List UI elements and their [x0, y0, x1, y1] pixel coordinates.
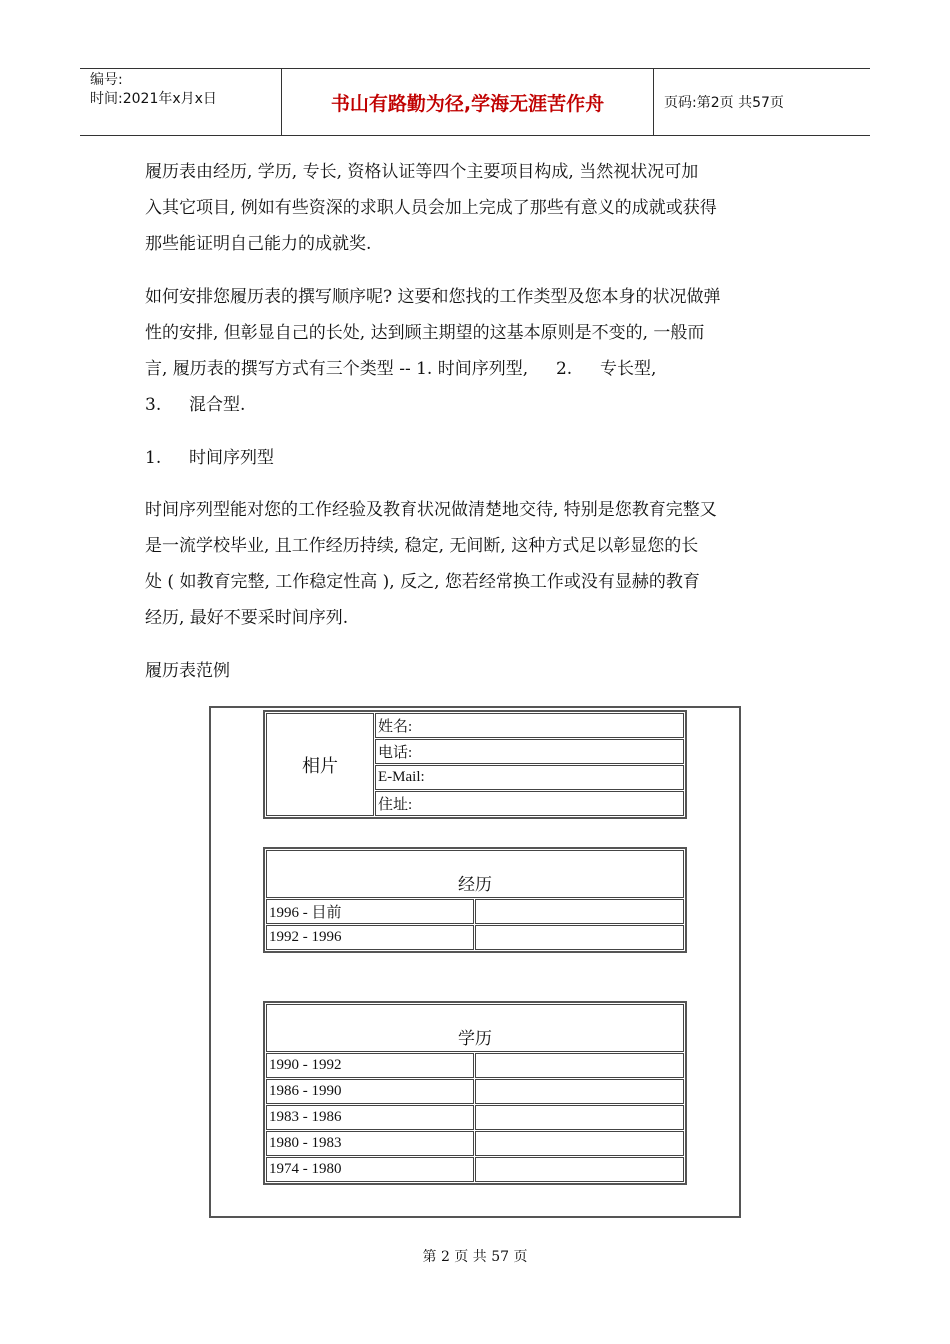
paragraph-order — [145, 279, 810, 423]
field-address: 住址: — [375, 791, 684, 816]
text-line: 言, 履历表的撰写方式有三个类型 -- 1. 时间序列型, 2. 专长型, — [145, 359, 657, 379]
field-email: E-Mail: — [375, 765, 684, 790]
text-line: 经历, 最好不要采时间序列. — [145, 608, 349, 628]
text-line: 3. 混合型. — [145, 395, 246, 415]
education-table — [263, 1001, 687, 1185]
time-label: 时间:2021年x月x日 — [90, 91, 217, 107]
education-detail — [475, 1053, 684, 1078]
resume-sample-heading — [145, 653, 810, 689]
text-line: 履历表由经历, 学历, 专长, 资格认证等四个主要项目构成, 当然视状况可加 — [145, 162, 699, 182]
text-line: 性的安排, 但彰显自己的长处, 达到顾主期望的这基本原则是不变的, 一般而 — [145, 323, 705, 343]
text-line: 是一流学校毕业, 且工作经历持续, 稳定, 无间断, 这种方式足以彰显您的长 — [145, 536, 699, 556]
text-line: 如何安排您履历表的撰写顺序呢? 这要和您找的工作类型及您本身的状况做弹 — [145, 287, 721, 307]
experience-detail — [475, 899, 684, 924]
paragraph-chronological — [145, 492, 810, 636]
section-heading-chronological — [145, 440, 810, 476]
education-period: 1980 - 1983 — [266, 1131, 474, 1156]
text-line: 处 ( 如教育完整, 工作稳定性高 ), 反之, 您若经常换工作或没有显赫的教育 — [145, 572, 700, 592]
experience-period: 1992 - 1996 — [266, 925, 474, 950]
education-detail — [475, 1157, 684, 1182]
text-line: 那些能证明自己能力的成就奖. — [145, 234, 372, 254]
education-detail — [475, 1105, 684, 1130]
header-page-info: 页码:第2页 共57页 — [664, 95, 784, 111]
page-header — [80, 68, 870, 136]
text-line: 1. 时间序列型 — [145, 448, 275, 468]
education-detail — [475, 1131, 684, 1156]
personal-info-table — [263, 710, 687, 819]
page-footer: 第 2 页 共 57 页 — [422, 1249, 528, 1265]
education-period: 1990 - 1992 — [266, 1053, 474, 1078]
education-period: 1974 - 1980 — [266, 1157, 474, 1182]
text-line: 履历表范例 — [145, 661, 230, 681]
number-label: 编号: — [90, 72, 123, 88]
experience-title: 经历 — [266, 850, 684, 898]
experience-detail — [475, 925, 684, 950]
text-line: 入其它项目, 例如有些资深的求职人员会加上完成了那些有意义的成就或获得 — [145, 198, 717, 218]
experience-period: 1996 - 目前 — [266, 899, 474, 924]
field-name: 姓名: — [375, 713, 684, 738]
header-motto: 书山有路勤为径,学海无涯苦作舟 — [282, 69, 654, 135]
field-phone: 电话: — [375, 739, 684, 764]
education-period: 1983 - 1986 — [266, 1105, 474, 1130]
text-line: 时间序列型能对您的工作经验及教育状况做清楚地交待, 特别是您教育完整又 — [145, 500, 717, 520]
education-detail — [475, 1079, 684, 1104]
experience-table — [263, 847, 687, 953]
photo-cell: 相片 — [266, 713, 374, 816]
education-period: 1986 - 1990 — [266, 1079, 474, 1104]
header-meta — [80, 69, 282, 135]
education-title: 学历 — [266, 1004, 684, 1052]
paragraph-intro — [145, 154, 810, 262]
